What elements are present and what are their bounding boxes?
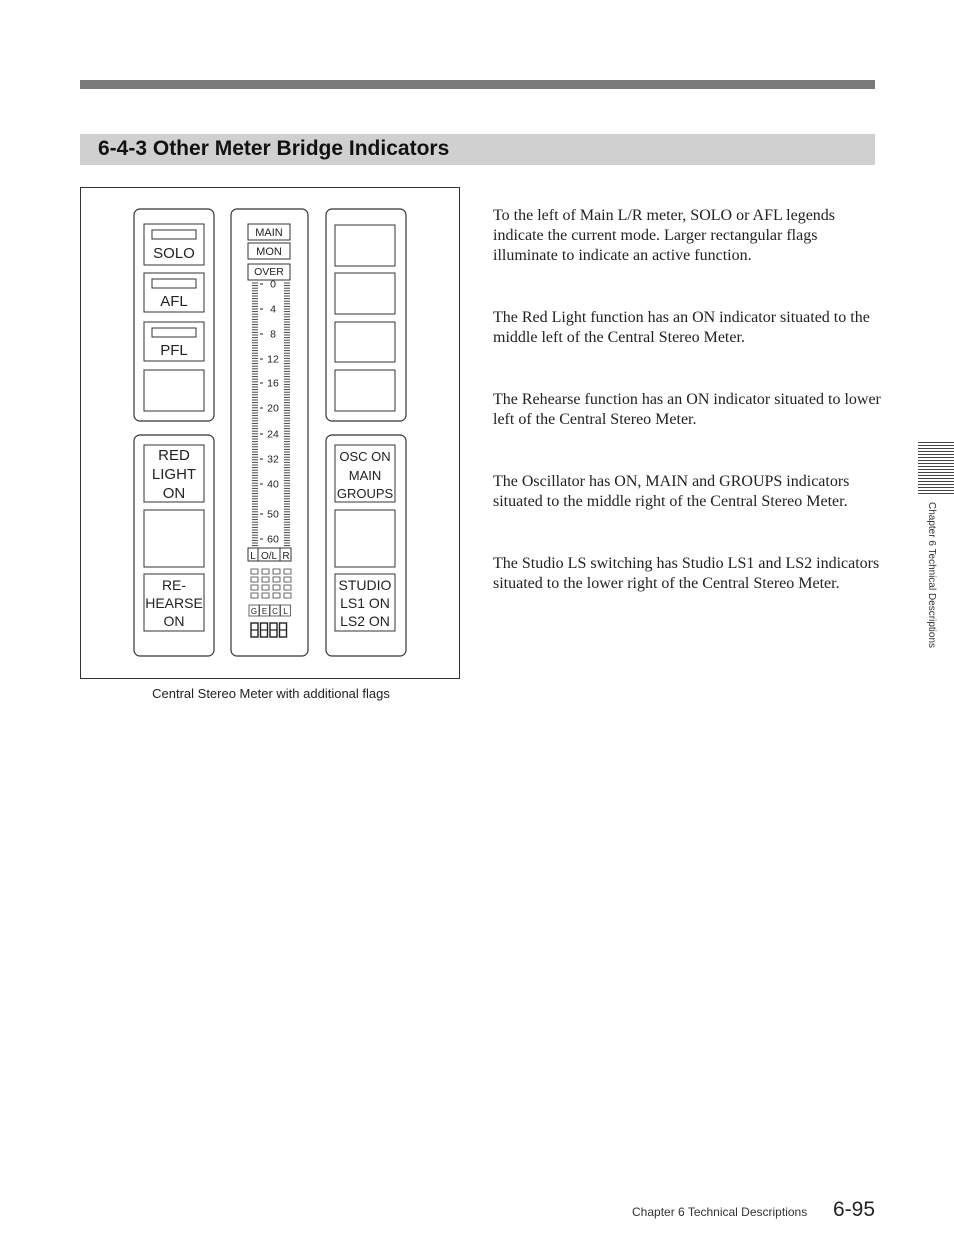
solo-lamp: [152, 230, 196, 239]
lamp-cell: [273, 593, 280, 598]
lamp-cell: [262, 569, 269, 574]
meter-scale-label: 0: [270, 278, 276, 291]
paragraph-studio-ls: The Studio LS switching has Studio LS1 and LS2 indicators situated to the lower right of the Central Stereo Meter.: [493, 555, 880, 592]
lamp-cell: [251, 593, 258, 598]
lamp-cell: [262, 585, 269, 590]
lamp-cell: [284, 585, 291, 590]
afl-label: AFL: [160, 293, 188, 310]
meter-scale-label: 4: [270, 303, 276, 316]
bottom-label-row: [249, 605, 291, 616]
lamp-cell: [251, 569, 258, 574]
chapter-side-label: Chapter 6 Technical Descriptions: [926, 502, 937, 649]
top-rule: [80, 80, 875, 89]
rehearse-line2: HEARSE: [145, 595, 203, 611]
meter-scale-label: 50: [267, 508, 279, 521]
lamp-cell: [262, 577, 269, 582]
meter-figure: [80, 187, 460, 679]
afl-lamp: [152, 279, 196, 288]
studio-line2: LS1 ON: [340, 595, 390, 611]
studio-line1: STUDIO: [338, 577, 392, 593]
footer-chapter: Chapter 6 Technical Descriptions: [632, 1205, 808, 1219]
mon-label: MON: [256, 246, 282, 258]
main-label: MAIN: [255, 227, 283, 239]
over-label: OVER: [254, 266, 284, 278]
solo-label: SOLO: [153, 245, 195, 262]
paragraph-red-light: The Red Light function has an ON indicator situated to the middle left of the Central Stereo Meter.: [493, 309, 870, 346]
lr-ol-label: O/L: [260, 551, 278, 562]
page-number: 6-95: [833, 1198, 876, 1221]
section-header: [80, 134, 875, 165]
bottom-label: L: [283, 607, 288, 616]
lamp-cell: [251, 577, 258, 582]
meter-scale-label: 40: [267, 478, 279, 491]
meter-scale-label: 16: [267, 377, 279, 390]
pfl-label: PFL: [160, 342, 188, 359]
lr-left-label: L: [250, 551, 256, 562]
meter-scale-label: 32: [267, 453, 279, 466]
lamp-cell: [262, 593, 269, 598]
studio-line3: LS2 ON: [340, 613, 390, 629]
chapter-side-tab: [918, 442, 954, 494]
blank-flag-left: [144, 370, 204, 411]
osc-line3: GROUPS: [336, 486, 394, 501]
pfl-lamp: [152, 328, 196, 337]
blank-flag-right-2: [335, 273, 395, 314]
osc-line2: MAIN: [348, 468, 382, 483]
meter-scale-label: 12: [267, 353, 279, 366]
rehearse-line1: RE-: [161, 577, 187, 593]
red-light-line2: LIGHT: [151, 466, 197, 483]
lr-right-label: R: [282, 551, 290, 562]
meter-scale-label: 24: [267, 428, 279, 441]
body-text: [493, 206, 881, 636]
figure-caption: Central Stereo Meter with additional flags: [152, 686, 390, 701]
meter-scale-label: 60: [267, 533, 279, 546]
lamp-cell: [284, 593, 291, 598]
lamp-cell: [284, 569, 291, 574]
lamp-cell: [273, 585, 280, 590]
red-light-line3: ON: [162, 485, 186, 502]
blank-flag-right-5: [335, 510, 395, 567]
bottom-label: E: [261, 607, 268, 616]
blank-flag-right-4: [335, 370, 395, 411]
blank-flag-right-3: [335, 322, 395, 362]
section-title: 6-4-3 Other Meter Bridge Indicators: [98, 137, 450, 160]
paragraph-rehearse: The Rehearse function has an ON indicator situated to lower left of the Central Stereo Meter.: [493, 391, 881, 428]
blank-flag-left-2: [144, 510, 204, 567]
lamp-cell: [284, 577, 291, 582]
paragraph-solo-afl: To the left of Main L/R meter, SOLO or AFL legends indicate the current mode. Larger rectangular flags illuminate to indicate an active function.: [493, 207, 836, 264]
lamp-cell: [273, 577, 280, 582]
blank-flag-right-1: [335, 225, 395, 266]
bottom-label: G: [250, 607, 258, 616]
bottom-label: C: [272, 607, 278, 616]
red-light-line1: RED: [158, 447, 190, 464]
meter-diagram: [81, 188, 461, 680]
meter-scale-label: 20: [267, 402, 279, 415]
rehearse-line3: ON: [163, 613, 185, 629]
paragraph-oscillator: The Oscillator has ON, MAIN and GROUPS indicators situated to the middle right of the Central Stereo Meter.: [493, 473, 850, 510]
lamp-cell: [251, 585, 258, 590]
meter-scale-label: 8: [270, 328, 276, 341]
osc-line1: OSC ON: [339, 449, 391, 464]
lamp-cell: [273, 569, 280, 574]
